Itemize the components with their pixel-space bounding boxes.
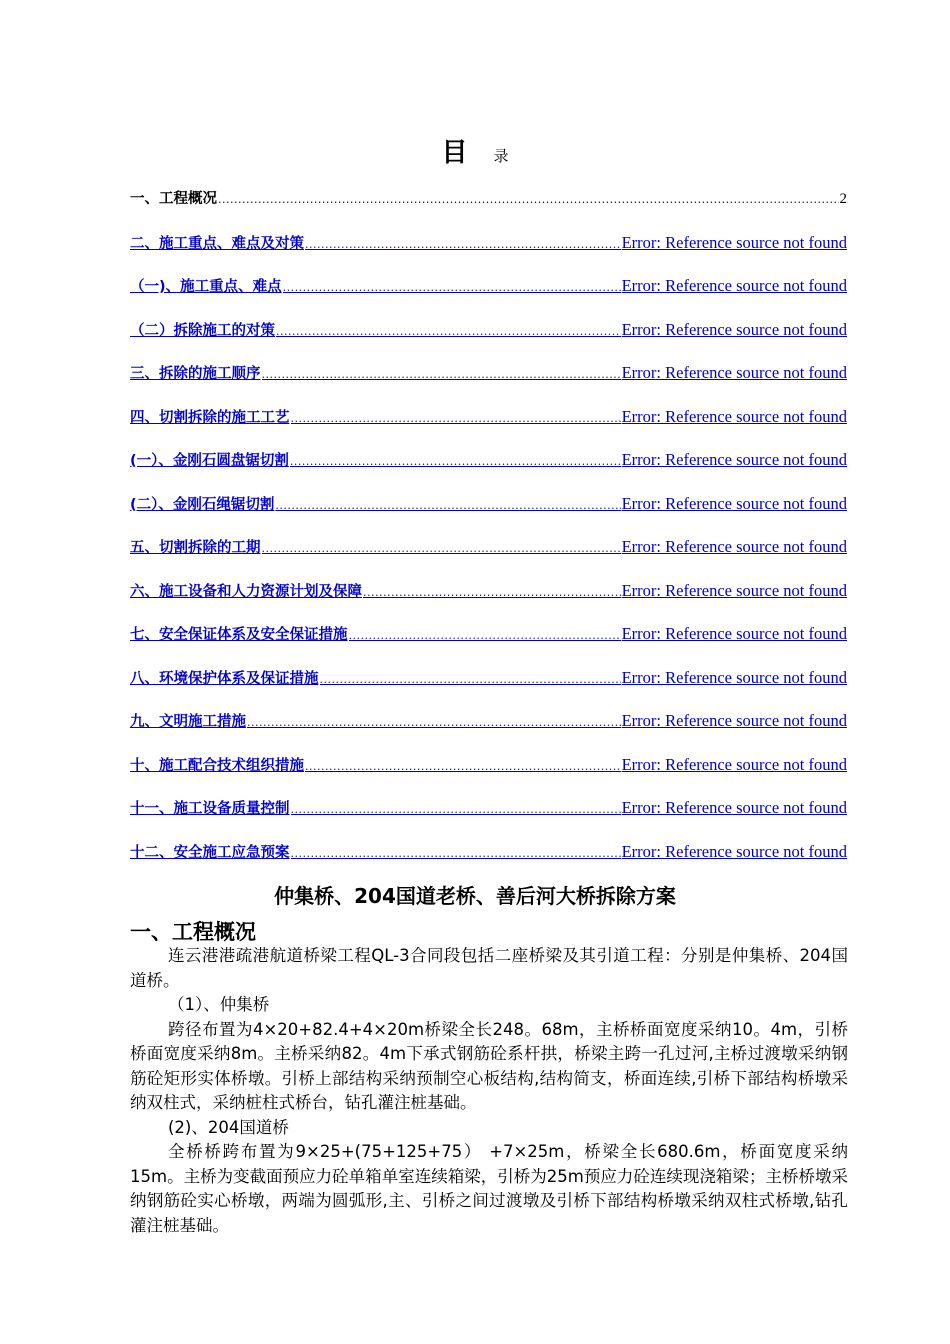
body-paragraph: 跨径布置为4×20+82.4+4×20m桥梁全长248。68m，主桥桥面宽度采纳10。4m，引桥桥面宽度采纳8m。主桥采纳82。4m下承式钢筋砼系杆拱，桥梁主跨一孔过河,主桥过渡墩采纳钢筋砼矩形实体桥墩。引桥上部结构采纳预制空心板结构,结构简支，桥面连续,引桥下部结构桥墩采纳双柱式，采纳桩柱式桥台，钻孔灌注桩基础。	[130, 1019, 848, 1112]
toc-entry[interactable]	[130, 793, 847, 837]
toc-link[interactable]	[130, 837, 847, 869]
toc-entry-label: 三、拆除的施工顺序	[130, 366, 261, 382]
toc-entry-label: 九、文明施工措施	[130, 714, 246, 730]
toc-entry-label: 八、环境保护体系及保证措施	[130, 670, 319, 687]
toc-leader-dots	[283, 273, 621, 303]
document-title: 仲集桥、204国道老桥、善后河大桥拆除方案	[274, 884, 676, 908]
toc-entry-page: Error: Reference source not found	[621, 363, 847, 382]
toc-leader-dots	[218, 185, 839, 215]
toc-link[interactable]	[130, 445, 847, 477]
toc-leader-dots	[320, 665, 621, 695]
body-paragraph: 全桥桥跨布置为9×25+(75+125+75） +7×25m，桥梁全长680.6m，桥面宽度采纳15m。主桥为变截面预应力砼单箱单室连续箱梁，引桥为25m预应力砼连续现浇箱梁；主桥桥墩采纳钢筋砼实心桥墩，两端为圆弧形,主、引桥之间过渡墩及引桥下部结构桥墩采纳双柱式桥墩,钻孔灌注桩基础。	[130, 1142, 848, 1235]
toc-entry-page: Error: Reference source not found	[621, 667, 847, 687]
toc-entry-page: 2	[839, 191, 847, 207]
toc-entry[interactable]	[130, 358, 847, 402]
toc-entry-label: （二）拆除施工的对策	[130, 322, 275, 339]
toc-leader-dots	[291, 839, 621, 869]
toc-entry[interactable]	[130, 837, 847, 881]
toc-entry[interactable]	[130, 184, 847, 228]
toc-link[interactable]	[130, 663, 847, 695]
toc-entry-page: Error: Reference source not found	[621, 624, 847, 643]
toc-leader-dots	[275, 491, 620, 521]
toc-title	[0, 132, 950, 169]
toc-link[interactable]	[130, 271, 847, 303]
toc-entry-label: 二、施工重点、难点及对策	[130, 235, 304, 252]
toc-title-secondary: 录	[493, 147, 509, 165]
toc-entry-label: 十二、安全施工应急预案	[130, 844, 290, 861]
toc-entry-page: Error: Reference source not found	[621, 450, 847, 469]
toc-entry-page: Error: Reference source not found	[621, 276, 847, 295]
toc-entry-page: Error: Reference source not found	[621, 711, 847, 730]
toc-entry[interactable]	[130, 228, 847, 272]
toc-entry-label: 七、安全保证体系及安全保证措施	[130, 627, 348, 643]
toc-link[interactable]	[130, 402, 847, 434]
toc-link[interactable]	[130, 576, 847, 608]
section-heading: 一、工程概况	[130, 920, 256, 944]
toc-entry-page: Error: Reference source not found	[621, 841, 847, 861]
toc-link[interactable]	[130, 358, 847, 390]
toc-entry-page: Error: Reference source not found	[621, 232, 847, 252]
toc-entry[interactable]	[130, 445, 847, 489]
toc-entry-page: Error: Reference source not found	[621, 493, 847, 513]
toc-entry-page: Error: Reference source not found	[621, 798, 847, 817]
toc-entry[interactable]	[130, 532, 847, 576]
toc-link[interactable]	[130, 315, 847, 347]
subsection-heading: (2)、204国道桥	[168, 1117, 289, 1137]
toc-link[interactable]	[130, 706, 847, 738]
toc-leader-dots	[276, 317, 621, 347]
toc-leader-dots	[349, 621, 621, 651]
toc-leader-dots	[363, 578, 621, 608]
toc-leader-dots	[262, 360, 621, 390]
toc-entry-label: (二）、金刚石绳锯切割	[130, 496, 275, 513]
toc-entry[interactable]	[130, 315, 847, 359]
toc-leader-dots	[305, 230, 621, 260]
toc-entry[interactable]	[130, 750, 847, 794]
toc-entry-label: （一)、施工重点、难点	[130, 279, 282, 295]
toc-entry-label: 十、施工配合技术组织措施	[130, 757, 304, 774]
toc-entry[interactable]	[130, 489, 847, 533]
toc-link[interactable]	[130, 489, 847, 521]
toc-entry-label: 六、施工设备和人力资源计划及保障	[130, 583, 362, 600]
toc-entry-page: Error: Reference source not found	[621, 406, 847, 426]
toc-leader-dots	[291, 404, 621, 434]
toc-link[interactable]	[130, 228, 847, 260]
toc-link[interactable]	[130, 619, 847, 651]
toc-entry-label: 一、工程概况	[130, 191, 217, 207]
toc-entry-label: 十一、施工设备质量控制	[130, 801, 290, 817]
toc-leader-dots	[247, 708, 621, 738]
toc-entry[interactable]	[130, 619, 847, 663]
toc-link[interactable]	[130, 184, 847, 215]
toc-entry-page: Error: Reference source not found	[621, 754, 847, 774]
toc-entry-page: Error: Reference source not found	[621, 319, 847, 339]
toc-entry-page: Error: Reference source not found	[621, 537, 847, 556]
body-paragraph: 连云港港疏港航道桥梁工程QL-3合同段包括二座桥梁及其引道工程：分别是仲集桥、204国道桥。	[130, 946, 848, 990]
toc-entry-label: 四、切割拆除的施工工艺	[130, 409, 290, 426]
toc-leader-dots	[305, 752, 621, 782]
subsection-heading: （1）、仲集桥	[168, 995, 270, 1014]
toc-entry[interactable]	[130, 663, 847, 707]
toc-entry[interactable]	[130, 706, 847, 750]
toc-leader-dots	[262, 534, 621, 564]
toc-entry-label: (一）、金刚石圆盘锯切割	[130, 453, 289, 469]
toc-entry-label: 五、切割拆除的工期	[130, 540, 261, 556]
toc-entry[interactable]	[130, 271, 847, 315]
document-body	[130, 944, 848, 1238]
toc-entry[interactable]	[130, 576, 847, 620]
toc-link[interactable]	[130, 532, 847, 564]
toc-entry-page: Error: Reference source not found	[621, 580, 847, 600]
toc-entry[interactable]	[130, 402, 847, 446]
toc-link[interactable]	[130, 793, 847, 825]
toc-link[interactable]	[130, 750, 847, 782]
toc-leader-dots	[290, 447, 621, 477]
table-of-contents	[130, 184, 847, 880]
toc-title-main: 目	[441, 138, 468, 168]
toc-leader-dots	[291, 795, 621, 825]
